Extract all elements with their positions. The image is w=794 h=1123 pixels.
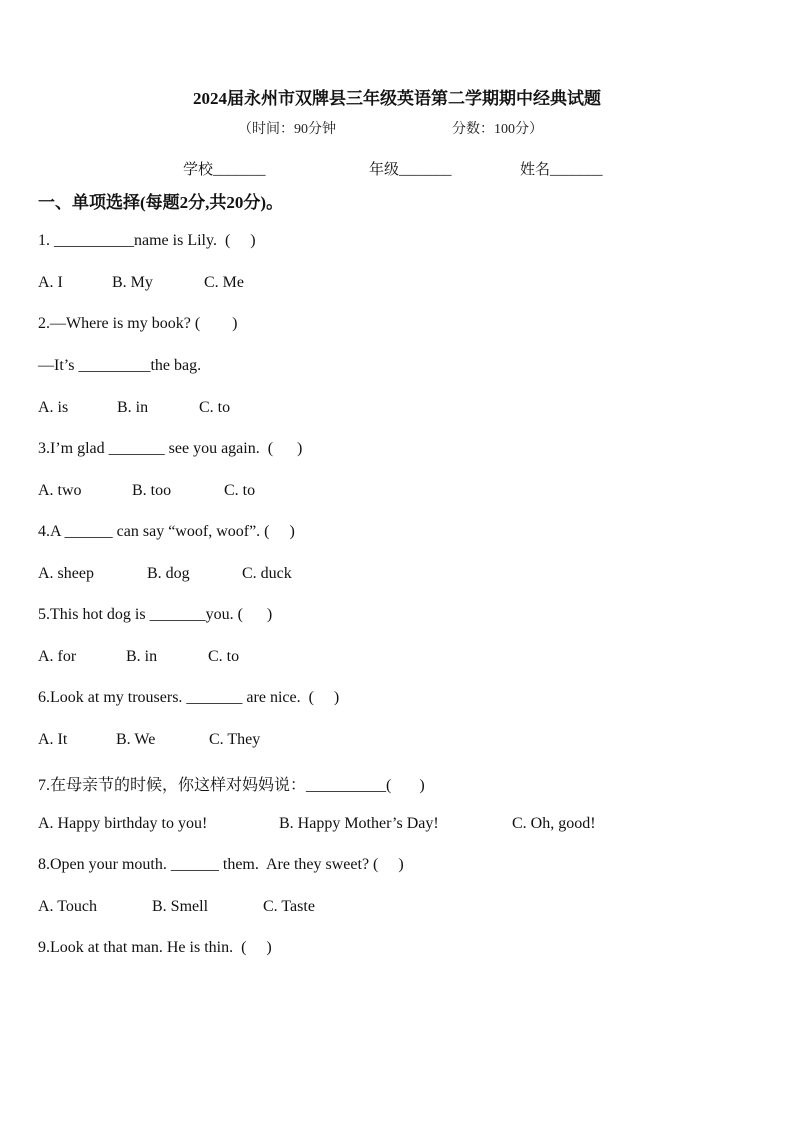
option-c: C. to (199, 399, 231, 416)
option-b: B. Happy Mother’s Day! (279, 815, 439, 832)
option-a: A. is (38, 399, 69, 416)
grade-field: 年级_______ (369, 162, 452, 178)
section-heading: 一、单项选择(每题2分,共20分)。 (38, 193, 284, 212)
question-5: 5.This hot dog is _______you. ( ) (38, 606, 273, 623)
option-c: C. duck (242, 565, 292, 582)
option-a: A. sheep (38, 565, 94, 582)
option-c: C. to (224, 482, 256, 499)
exam-time: （时间：90分钟 (238, 122, 336, 137)
question-9: 9.Look at that man. He is thin. ( ) (38, 939, 272, 956)
option-b: B. in (126, 648, 158, 665)
option-c: C. They (209, 731, 261, 748)
option-a: A. for (38, 648, 77, 665)
option-a: A. Touch (38, 898, 98, 915)
option-c: C. to (208, 648, 240, 665)
option-c: C. Oh, good! (512, 815, 596, 832)
option-a: A. two (38, 482, 82, 499)
option-a: A. I (38, 274, 63, 291)
question-4: 4.A ______ can say “woof, woof”. ( ) (38, 523, 295, 540)
school-field: 学校_______ (183, 162, 266, 178)
option-b: B. Smell (152, 898, 209, 915)
exam-score: 分数：100分） (452, 122, 543, 137)
question-3: 3.I’m glad _______ see you again. ( ) (38, 440, 303, 457)
option-b: B. too (132, 482, 172, 499)
option-b: B. dog (147, 565, 190, 582)
option-c: C. Me (204, 274, 244, 291)
question-1: 1. __________name is Lily. ( ) (38, 232, 256, 249)
option-c: C. Taste (263, 898, 315, 915)
option-b: B. We (116, 731, 156, 748)
question-7: 7.在母亲节的时候，你这样对妈妈说：__________( ) (38, 777, 425, 794)
option-b: B. My (112, 274, 153, 291)
question-2: 2.—Where is my book? ( ) (38, 315, 238, 332)
question-2-answer-line: —It’s _________the bag. (38, 357, 202, 374)
question-6: 6.Look at my trousers. _______ are nice. ( ) (38, 689, 340, 706)
option-a: A. It (38, 731, 68, 748)
exam-title: 2024届永州市双牌县三年级英语第二学期期中经典试题 (193, 89, 601, 108)
name-field: 姓名_______ (520, 162, 603, 178)
option-b: B. in (117, 399, 149, 416)
question-8: 8.Open your mouth. ______ them. Are they sweet? ( ) (38, 856, 404, 873)
option-a: A. Happy birthday to you! (38, 815, 208, 832)
